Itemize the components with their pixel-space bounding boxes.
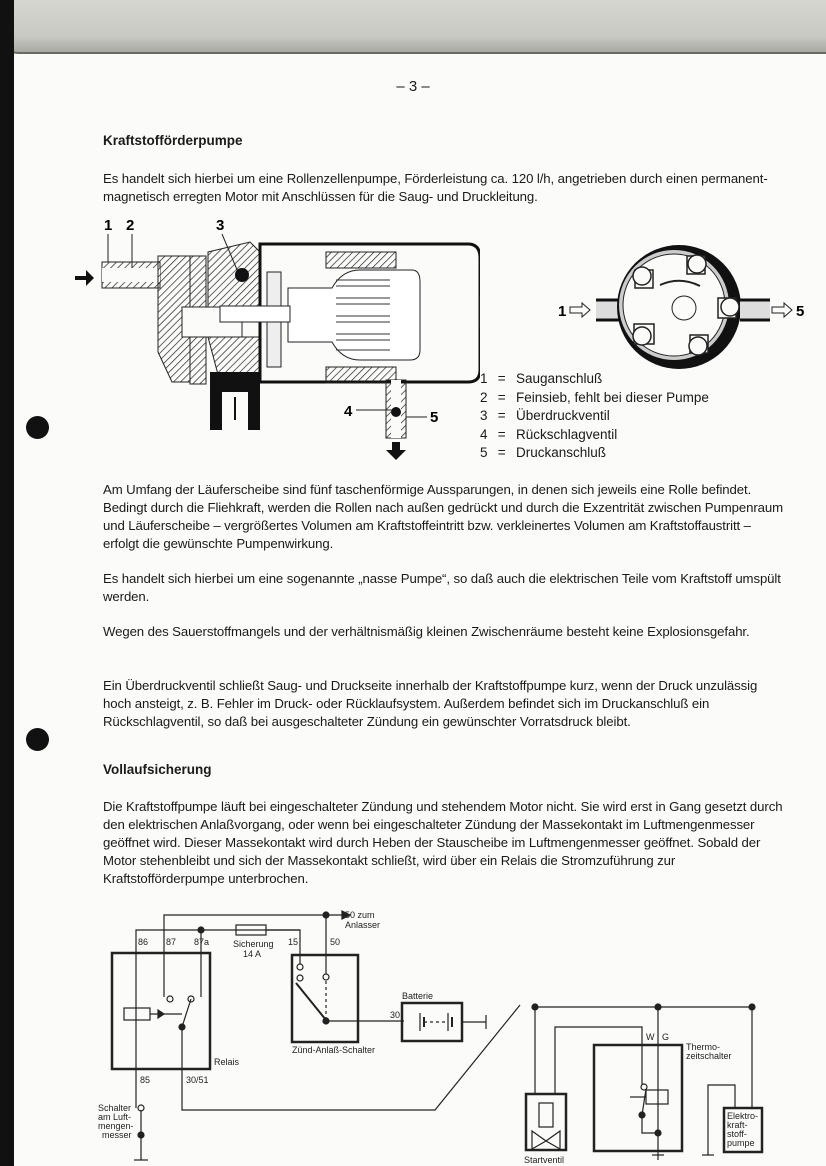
afm-switch-label-3: mengen-	[98, 1121, 134, 1131]
paragraph-roller-function: Am Umfang der Läuferscheibe sind fünf taschenförmige Aussparungen, in denen sich jeweils eine Rolle befindet. Bedingt durch die Fliehkraft, werden die Rollen nach außen gedrückt und durch die Exzentrität zwischen Pumpenraum und Läuferscheibe – vergrößertes Volumen am Kraftstoffeintritt bzw. verkleinertes Volumen am Kraftstoffaustritt – erfolgt die gewünschte Pumpenwirkung.	[103, 482, 783, 551]
paragraph-explosion: Wegen des Sauerstoffmangels und der verhältnismäßig kleinen Zwischenräume besteht keine Explosionsgefahr.	[103, 624, 750, 639]
legend-item: 5 = Druckanschluß	[480, 445, 607, 460]
inlet-arrow-icon	[75, 270, 94, 286]
roller-outlet-arrow-icon	[772, 303, 792, 317]
label-3: 3	[216, 217, 225, 234]
pump-cross-section-figure	[60, 212, 480, 462]
section-heading-fuel-pump: Kraftstofförderpumpe	[103, 133, 243, 148]
label-1: 1	[104, 217, 113, 234]
legend-item: 1 = Sauganschluß	[480, 371, 603, 386]
terminal-15: 15	[288, 937, 299, 947]
terminal-30: 30	[390, 1010, 401, 1020]
circuit-diagram	[90, 905, 826, 1166]
paragraph-wet-pump: Es handelt sich hierbei um eine sogenannte „nasse Pumpe“, so daß auch die elektrischen Teile vom Kraftstoff umspült werden.	[103, 571, 781, 604]
roller-cell-diagram	[550, 240, 820, 370]
terminal-30-51: 30/51	[186, 1075, 209, 1085]
terminal-87a: 87a	[194, 937, 210, 947]
starter-label-2: Anlasser	[345, 920, 381, 930]
afm-switch-label: Schalter	[98, 1103, 132, 1113]
legend-item: 3 = Überdruckventil	[480, 408, 610, 423]
label-2: 2	[126, 217, 135, 234]
paragraph-valves: Ein Überdruckventil schließt Saug- und Druckseite innerhalb der Kraftstoffpumpe kurz, wenn der Druck unzulässig hoch ansteigt, z. B. Fehler im Druck- oder Rücklaufsystem. Außerdem befindet sich im Druckanschluß ein Rückschlagventil, so daß bei ausgeschalteter Zündung ein gewünschter Vorratsdruck bleibt.	[103, 678, 758, 729]
afm-switch-label-2: am Luft-	[98, 1112, 132, 1122]
relay-label: Relais	[214, 1057, 240, 1067]
punch-hole-bottom	[26, 728, 49, 751]
roller-label-in: 1	[558, 303, 567, 320]
terminal-W: W	[646, 1032, 655, 1042]
ignition-switch-label: Zünd-Anlaß-Schalter	[292, 1045, 376, 1055]
roller-label-out: 5	[796, 303, 805, 320]
afm-switch-label-4: messer	[102, 1130, 132, 1140]
start-valve-label: Startventil	[524, 1155, 565, 1165]
intro-paragraph: Es handelt sich hierbei um eine Rollenzellenpumpe, Förderleistung ca. 120 l/h, angetrieben durch einen permanent-magnetisch erregten Motor mit Anschlüssen für die Saug- und Druckleitung.	[103, 171, 768, 204]
thermo-switch-label: Thermo-	[686, 1042, 721, 1052]
outlet-arrow-icon	[386, 442, 406, 460]
terminal-85: 85	[140, 1075, 151, 1085]
starter-label: 50 zum	[345, 910, 375, 920]
terminal-87: 87	[166, 937, 177, 947]
fuel-pump-label-4: pumpe	[727, 1138, 755, 1148]
legend-item: 4 = Rückschlagventil	[480, 426, 618, 442]
section-heading-overrun: Vollaufsicherung	[103, 762, 212, 777]
terminal-G: G	[662, 1032, 670, 1042]
terminal-50: 50	[330, 937, 341, 947]
battery-label: Batterie	[402, 991, 434, 1001]
page-number: – 3 –	[396, 78, 430, 95]
paragraph-overrun: Die Kraftstoffpumpe läuft bei eingeschalteter Zündung und stehendem Motor nicht. Sie wird erst in Gang gesetzt durch den elektrischen Anlaßvorgang, oder wenn bei eingeschalteter Zündung der Massekontakt im Luftmengenmesser geöffnet wird. Dieser Massekontakt wird durch Heben der Stauscheibe im Luftmengenmesser geöffnet. Sobald der Motor stehenbleibt und sich der Massekontakt schließt, wird über ein Relais die Stromzuführung zur Kraftstofförderpumpe unterbrochen.	[103, 799, 783, 886]
figure-legend	[480, 370, 709, 463]
fuel-pump-label-2: kraft-	[727, 1120, 748, 1130]
label-5: 5	[430, 409, 439, 426]
punch-hole-top	[26, 416, 49, 439]
roller-inlet-arrow-icon	[570, 303, 590, 317]
label-4: 4	[344, 403, 353, 420]
legend-item: 2 = Feinsieb, fehlt bei dieser Pumpe	[480, 389, 709, 405]
fuel-pump-label: Elektro-	[727, 1111, 759, 1121]
terminal-86: 86	[138, 937, 149, 947]
fuse-label: Sicherung	[233, 939, 274, 949]
fuse-rating: 14 A	[243, 949, 262, 959]
scan-edge-left	[0, 0, 14, 1166]
fuel-pump-label-3: stoff-	[727, 1129, 747, 1139]
scan-edge-top	[0, 0, 826, 54]
thermo-switch-label-2: zeitschalter	[686, 1051, 732, 1061]
